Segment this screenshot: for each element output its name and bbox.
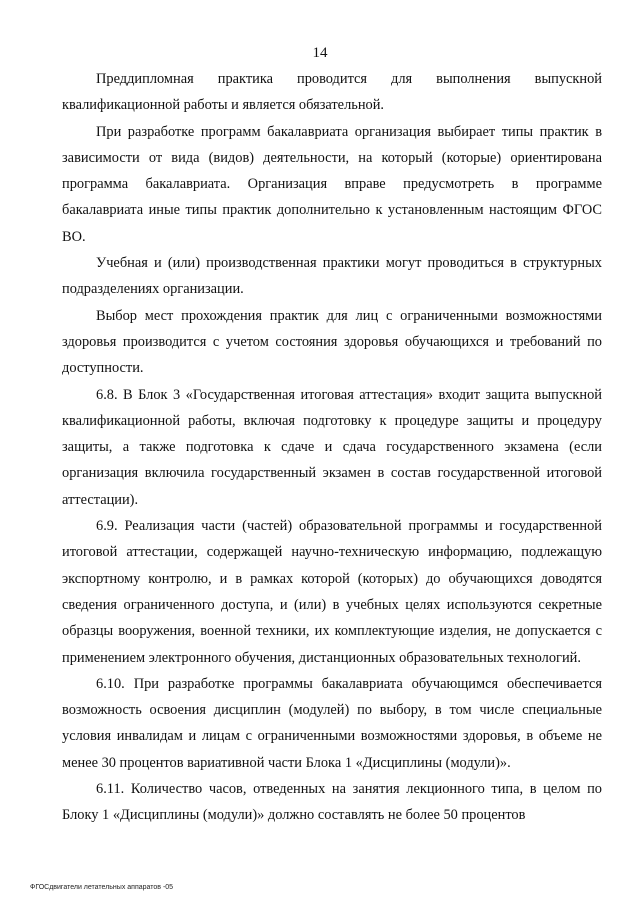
document-body bbox=[62, 66, 602, 829]
paragraph-disability-practice: Выбор мест прохождения практик для лиц с ограниченными возможностями здоровья производится с учетом состояния здоровья обучающихся и требований по доступности. bbox=[62, 307, 602, 377]
paragraph-6-9: 6.9. Реализация части (частей) образовательной программы и государственной итоговой аттестации, содержащей научно-техническую информацию, подлежащую экспортному контролю, и в рамках которой (которых) до обучающихся доводятся сведения ограниченного доступа, и (или) в учебных целях используются секретные образцы вооружения, военной техники, их комплектующие изделия, не допускается с применением электронного обучения, дистанционных образовательных технологий. bbox=[62, 518, 602, 666]
page-number: 14 bbox=[312, 45, 328, 61]
footer-file-label: ФГОСдвигатели летательных аппаратов -05 bbox=[30, 884, 174, 891]
paragraph-structural-units: Учебная и (или) производственная практики могут проводиться в структурных подразделениях организации. bbox=[62, 255, 602, 298]
paragraph-6-10: 6.10. При разработке программы бакалавриата обучающимся обеспечивается возможность освоения дисциплин (модулей) по выбору, в том числе специальные условия инвалидам и лицам с ограниченными возможностями здоровья, в объеме не менее 30 процентов вариативной части Блока 1 «Дисциплины (модули)». bbox=[62, 675, 602, 771]
paragraph-6-11: 6.11. Количество часов, отведенных на занятия лекционного типа, в целом по Блоку 1 «Дисциплины (модули)» должно составлять не более 50 процентов bbox=[62, 781, 602, 824]
paragraph-6-8: 6.8. В Блок 3 «Государственная итоговая аттестация» входит защита выпускной квалификационной работы, включая подготовку к процедуре защиты и процедуру защиты, а также подготовка к сдаче и сдача государственного экзамена (если организация включила государственный экзамен в состав государственной итоговой аттестации). bbox=[62, 386, 602, 508]
paragraph-practice-types: При разработке программ бакалавриата организация выбирает типы практик в зависимости от вида (видов) деятельности, на который (которые) ориентирована программа бакалавриата. Организация вправе предусмотреть в программе бакалавриата иные типы практик дополнительно к установленным настоящим ФГОС ВО. bbox=[62, 123, 602, 245]
paragraph-pre-diploma-practice: Преддипломная практика проводится для выполнения выпускной квалификационной работы и является обязательной. bbox=[62, 71, 602, 114]
